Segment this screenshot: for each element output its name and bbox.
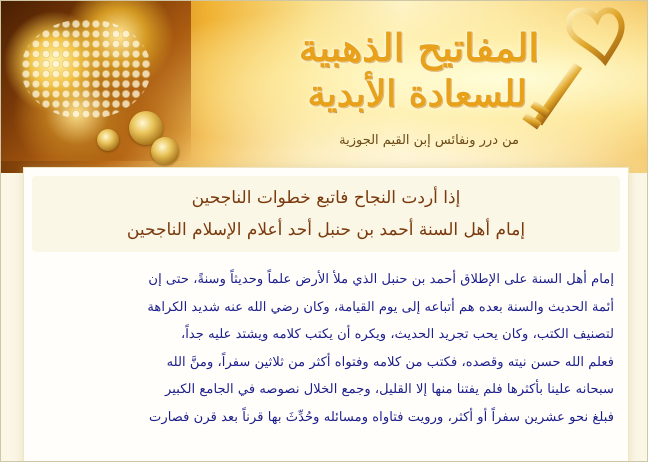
banner-title-line1: المفاتيح الذهبية [298,25,539,70]
content-panel [23,167,629,462]
gold-coin-icon [97,129,119,151]
article-paragraph [40,266,614,432]
banner-title-line2: للسعادة الأبدية [307,73,527,115]
heading-line2: إمام أهل السنة أحمد بن حنبل أحد أعلام الإسلام الناجحين [126,220,526,240]
paragraph-line: فعلم الله حسن نيته وقصده، فكتب من كلامه وفتواه أكثر من ثلاثين سفراً، ومنَّ الله [166,354,614,370]
paragraph-line: سبحانه علينا بأكثرها فلم يفتنا منها إلا القليل، وجمع الخلال نصوصه في الجامع الكبير [164,382,614,398]
gold-coin-icon [151,137,179,165]
paragraph-line: إمام أهل السنة على الإطلاق أحمد بن حنبل الذي ملأ الأرض علماً وحديثاً وسنةً، حتى إن [148,272,614,287]
treasure-chest-image [1,1,191,161]
heading-box [32,176,620,252]
banner-subtitle: من درر ونفائس إبن القيم الجوزية [339,133,519,148]
paragraph-line: لتصنيف الكتب، وكان يحب تجريد الحديث، ويكره أن يكتب كلامه ويشتد عليه جداً، [180,327,614,343]
paragraph-line: فبلغ نحو عشرين سفراً أو أكثر، ورويت فتاواه ومسائله وحُدِّثَ بها قرناً بعد قرن فصارت [148,409,614,425]
pearls-image [21,19,151,119]
header-banner [1,1,647,173]
paragraph-line: أئمة الحديث والسنة بعده هم أتباعه إلى يوم القيامة، وكان رضي الله عنه شديد الكراهة [147,299,614,315]
golden-key-icon [509,1,629,141]
heading-line1: إذا أردت النجاح فاتبع خطوات الناجحين [191,188,461,208]
